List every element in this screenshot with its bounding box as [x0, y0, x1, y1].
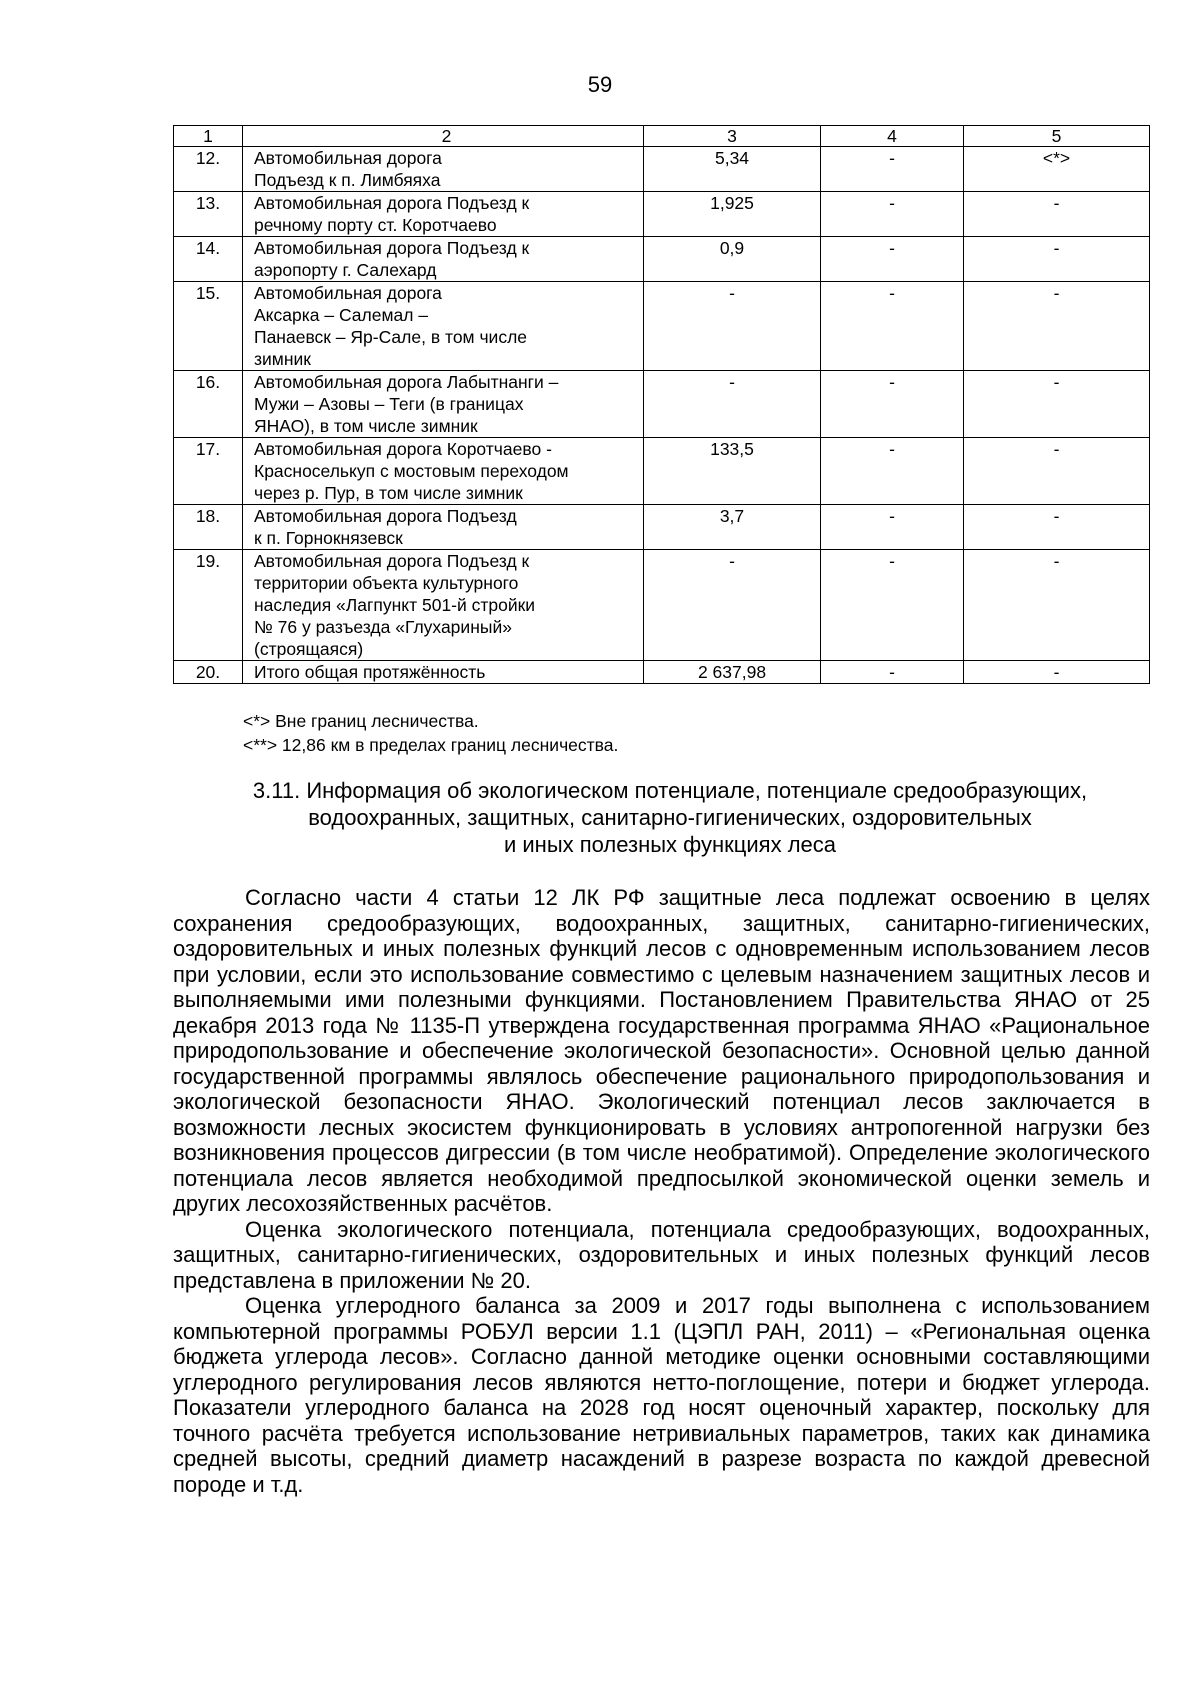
paragraph: Согласно части 4 статьи 12 ЛК РФ защитные леса подлежат освоению в целях сохранения средообразующих, водоохранных, защитных, санитарно-гигиенических, оздоровительных и иных полезных функций лесов с одновременным использованием лесов при условии, если это использование совместимо с целевым назначением защитных лесов и выполняемыми ими полезными функциями. Постановлением Правительства ЯНАО от 25 декабря 2013 года № 1135-П утверждена государственная программа ЯНАО «Рациональное природопользование и обеспечение экологической безопасности». Основной целью данной государственной программы являлось обеспечение рационального природопользования и экологической безопасности ЯНАО. Экологический потенциал лесов заключается в возможности лесных экосистем функционировать в условиях антропогенной нагрузки без возникновения процессов дигрессии (в том числе необратимой). Определение экологического потенциала лесов является необходимой предпосылкой экономической оценки земель и других лесохозяйственных расчётов.: [173, 885, 1150, 1216]
header-col-1: 1: [174, 126, 243, 147]
col-5-value: -: [964, 282, 1150, 371]
road-length: 0,9: [644, 237, 821, 282]
table-header-row: [174, 126, 1150, 147]
row-number: 20.: [174, 661, 243, 684]
col-5-value: -: [964, 505, 1150, 550]
paragraph: Оценка экологического потенциала, потенциала средообразующих, водоохранных, защитных, санитарно-гигиенических, оздоровительных и иных полезных функций лесов представлена в приложении № 20.: [173, 1216, 1150, 1293]
road-length: 3,7: [644, 505, 821, 550]
col-5-value: -: [964, 550, 1150, 661]
table-row: [174, 371, 1150, 438]
road-name: Автомобильная дорога Подъезд к п. Горнокнязевск: [243, 505, 644, 550]
road-name: Автомобильная дорога Лабытнанги – Мужи – Азовы – Теги (в границах ЯНАО), в том числе зимник: [243, 371, 644, 438]
col-5-value: -: [964, 438, 1150, 505]
table-row: [174, 438, 1150, 505]
road-name: Автомобильная дорога Подъезд к речному порту ст. Коротчаево: [243, 192, 644, 237]
row-number: 15.: [174, 282, 243, 371]
col-4-value: -: [821, 237, 964, 282]
table-row: [174, 147, 1150, 192]
col-5-value: <*>: [964, 147, 1150, 192]
col-4-value: -: [821, 147, 964, 192]
col-4-value: -: [821, 371, 964, 438]
footnotes: [243, 709, 618, 757]
table-body: [174, 147, 1150, 684]
road-name: Итого общая протяжённость: [243, 661, 644, 684]
road-length: 2 637,98: [644, 661, 821, 684]
table-row: [174, 237, 1150, 282]
road-length: -: [644, 371, 821, 438]
page-number: 59: [587, 72, 613, 97]
row-number: 19.: [174, 550, 243, 661]
road-name: Автомобильная дорога Подъезд к аэропорту г. Салехард: [243, 237, 644, 282]
row-number: 18.: [174, 505, 243, 550]
body-text: [173, 885, 1150, 1497]
col-5-value: -: [964, 371, 1150, 438]
row-number: 17.: [174, 438, 243, 505]
header-col-4: 4: [821, 126, 964, 147]
table-row: [174, 192, 1150, 237]
road-name: Автомобильная дорога Коротчаево - Красноселькуп с мостовым переходом через р. Пур, в том числе зимник: [243, 438, 644, 505]
road-name: Автомобильная дорога Аксарка – Салемал – Панаевск – Яр-Сале, в том числе зимник: [243, 282, 644, 371]
road-name: Автомобильная дорога Подъезд к п. Лимбяяха: [243, 147, 644, 192]
table-row: [174, 282, 1150, 371]
table-row: [174, 661, 1150, 684]
row-number: 14.: [174, 237, 243, 282]
road-length: -: [644, 550, 821, 661]
col-4-value: -: [821, 505, 964, 550]
col-4-value: -: [821, 550, 964, 661]
footnote: <*> Вне границ лесничества.: [243, 711, 479, 731]
row-number: 16.: [174, 371, 243, 438]
col-5-value: -: [964, 192, 1150, 237]
col-5-value: -: [964, 237, 1150, 282]
header-col-5: 5: [964, 126, 1150, 147]
col-4-value: -: [821, 192, 964, 237]
road-name: Автомобильная дорога Подъезд к территории объекта культурного наследия «Лагпункт 501-й стройки № 76 у разъезда «Глухариный» (строящаяся): [243, 550, 644, 661]
table-row: [174, 550, 1150, 661]
footnote: <**> 12,86 км в пределах границ лесничества.: [243, 735, 619, 755]
road-length: -: [644, 282, 821, 371]
row-number: 12.: [174, 147, 243, 192]
col-4-value: -: [821, 282, 964, 371]
col-4-value: -: [821, 661, 964, 684]
col-5-value: -: [964, 661, 1150, 684]
header-col-3: 3: [644, 126, 821, 147]
road-length: 5,34: [644, 147, 821, 192]
col-4-value: -: [821, 438, 964, 505]
roads-table: [173, 125, 1150, 684]
road-length: 1,925: [644, 192, 821, 237]
table-row: [174, 505, 1150, 550]
road-length: 133,5: [644, 438, 821, 505]
paragraph: Оценка углеродного баланса за 2009 и 2017 годы выполнена с использованием компьютерной программы РОБУЛ версии 1.1 (ЦЭПЛ РАН, 2011) – «Региональная оценка бюджета углерода лесов». Согласно данной методике оценки основными составляющими углеродного регулирования лесов являются нетто-поглощение, потери и бюджет углерода. Показатели углеродного баланса на 2028 год носят оценочный характер, поскольку для точного расчёта требуется использование нетривиальных параметров, таких как динамика средней высоты, средний диаметр насаждений в разрезе возраста по каждой древесной породе и т.д.: [173, 1293, 1150, 1497]
section-title: 3.11. Информация об экологическом потенциале, потенциале средообразующих, водоохранных, защитных, санитарно-гигиенических, оздоровительных и иных полезных функциях леса: [252, 778, 1088, 857]
row-number: 13.: [174, 192, 243, 237]
header-col-2: 2: [243, 126, 644, 147]
